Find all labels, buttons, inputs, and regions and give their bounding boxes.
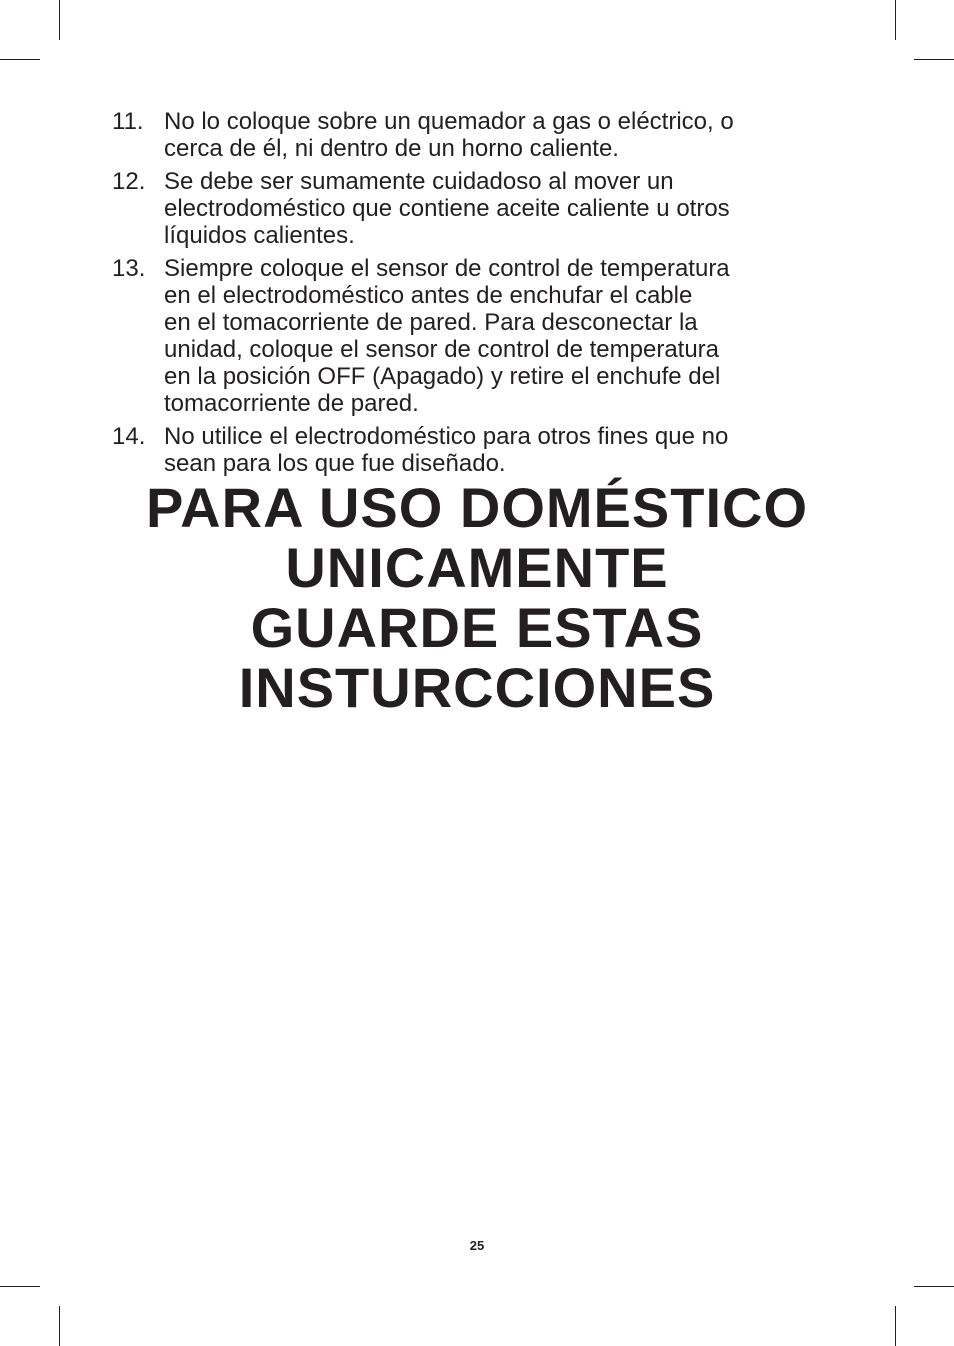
heading-line: INSTURCCIONES [238,656,716,719]
heading-line: GUARDE ESTAS [250,596,704,659]
list-item [112,255,832,417]
page-number: 25 [469,1238,485,1253]
item-text: Siempre coloque el sensor de control de temperatura en el electrodoméstico antes de enchufar el cable en el tomacorriente de pared. Para desconectar la unidad, coloque el sensor de control de temperatura en la posición OFF (Apagado) y retire el enchufe del tomacorriente de pared. [164,255,730,417]
list-item [112,108,832,162]
item-number: 14. [112,423,146,450]
list-item [112,168,832,249]
crop-mark [0,1286,40,1287]
item-number: 13. [112,255,146,282]
crop-mark [0,59,40,60]
crop-mark [914,59,954,60]
item-text: No lo coloque sobre un quemador a gas o eléctrico, o cerca de él, ni dentro de un horno caliente. [164,108,734,162]
item-number: 12. [112,168,146,195]
item-text: No utilice el electrodoméstico para otros fines que no sean para los que fue diseñado. [164,423,729,477]
item-number: 11. [112,108,144,135]
household-use-heading [0,478,954,718]
heading-line: UNICAMENTE [285,536,669,599]
safety-instructions-list [112,108,832,483]
item-text: Se debe ser sumamente cuidadoso al mover un electrodoméstico que contiene aceite caliente u otros líquidos calientes. [164,168,730,249]
crop-mark [59,1306,60,1346]
heading-line: PARA USO DOMÉSTICO [145,476,809,539]
crop-mark [914,1286,954,1287]
crop-mark [895,1306,896,1346]
list-item [112,423,832,477]
crop-mark [895,0,896,40]
crop-mark [59,0,60,40]
